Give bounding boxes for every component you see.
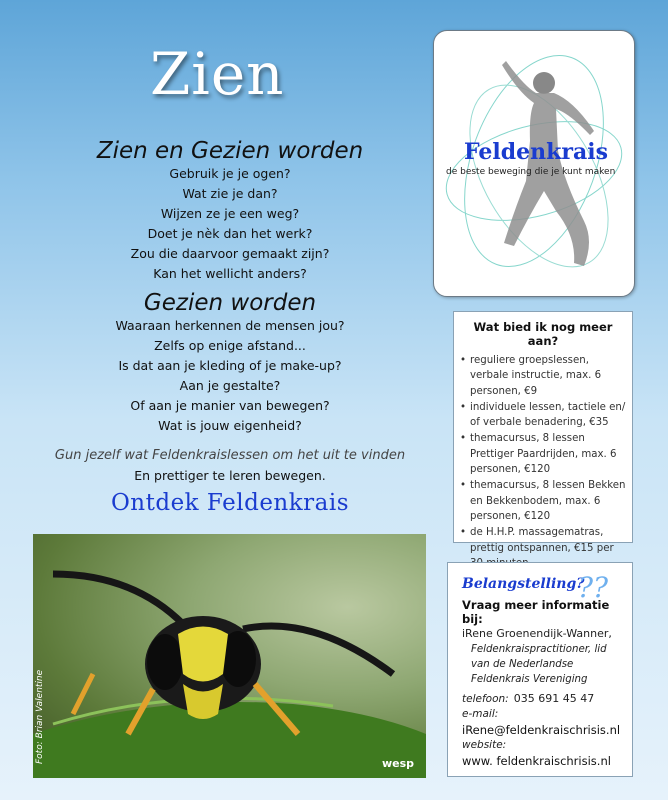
- section2-heading: Gezien worden: [143, 290, 317, 316]
- section1-lines: [50, 164, 410, 284]
- cta-italic: Gun jezelf wat Feldenkraislessen om het uit te vinden: [54, 448, 406, 463]
- cta-heading: Ontdek Feldenkrais: [110, 490, 350, 516]
- cta-plain: En prettiger te leren bewegen.: [134, 468, 326, 483]
- contact-heading: Belangstelling?: [462, 576, 585, 592]
- photo-credit: Foto: Brian Valentine: [35, 669, 45, 764]
- contact-role: Feldenkraispractitioner, lid van de Nederlandse Feldenkrais Vereniging: [471, 643, 607, 685]
- logo-tagline: de beste beweging die je kunt maken: [446, 167, 616, 177]
- feldenkrais-logo-card: [433, 30, 635, 297]
- page-title: Zien: [150, 40, 285, 108]
- section2-line: Of aan je manier van bewegen?: [130, 398, 330, 413]
- section1-line: Kan het wellicht anders?: [153, 266, 307, 281]
- phone-number: 035 691 45 47: [513, 691, 595, 705]
- website-label: website:: [462, 738, 507, 751]
- section1-line: Gebruik je je ogen?: [169, 166, 291, 181]
- contact-name: iRene Groenendijk-Wanner,: [462, 627, 612, 640]
- offer-item: • themacursus, 8 lessen Prettiger Paardrijden, max. 6 personen, €120: [460, 431, 626, 477]
- section1-line: Zou die daarvoor gemaakt zijn?: [130, 246, 330, 261]
- logo-name: Feldenkrais: [464, 139, 608, 165]
- contact-box: [447, 562, 633, 777]
- phone-label: telefoon:: [462, 692, 509, 705]
- wasp-illustration: [33, 534, 426, 778]
- offer-item: • de H.H.P. massagematras, prettig ontspannen, €15 per: [460, 525, 626, 571]
- contact-subheading: Vraag meer informatie bij:: [462, 598, 610, 626]
- section2-line: Wat is jouw eigenheid?: [158, 418, 302, 433]
- section1-line: Wijzen ze je een weg?: [160, 206, 300, 221]
- offer-list: [460, 353, 626, 571]
- section2-line: Aan je gestalte?: [179, 378, 281, 393]
- section2-lines: [50, 316, 410, 436]
- question-marks: ??: [578, 571, 609, 604]
- offer-heading: Wat bied ik nog meer aan?: [473, 320, 613, 348]
- section2-line: Zelfs op enige afstand...: [154, 338, 306, 353]
- email-label: e-mail:: [462, 707, 499, 720]
- offer-item: • themacursus, 8 lessen Bekken en Bekkenbodem, max. 6 personen, €120: [460, 478, 626, 524]
- section1-line: Doet je nèk dan het werk?: [147, 226, 313, 241]
- offer-box: [453, 311, 633, 554]
- photo-caption: wesp: [381, 757, 414, 770]
- wasp-photo: [33, 534, 426, 778]
- offer-item: • reguliere groepslessen, verbale instructie, max. 6 personen, €9: [460, 353, 626, 399]
- section2-line: Waaraan herkennen de mensen jou?: [115, 318, 345, 333]
- website-link[interactable]: www. feldenkraischrisis.nl: [462, 753, 611, 768]
- email-link[interactable]: iRene@feldenkraischrisis.nl: [462, 722, 621, 737]
- section1-line: Wat zie je dan?: [182, 186, 278, 201]
- section1-heading: Zien en Gezien worden: [96, 138, 364, 164]
- offer-item: • individuele lessen, tactiele en/ of verbale benadering, €35: [460, 400, 626, 431]
- section2-line: Is dat aan je kleding of je make-up?: [118, 358, 342, 373]
